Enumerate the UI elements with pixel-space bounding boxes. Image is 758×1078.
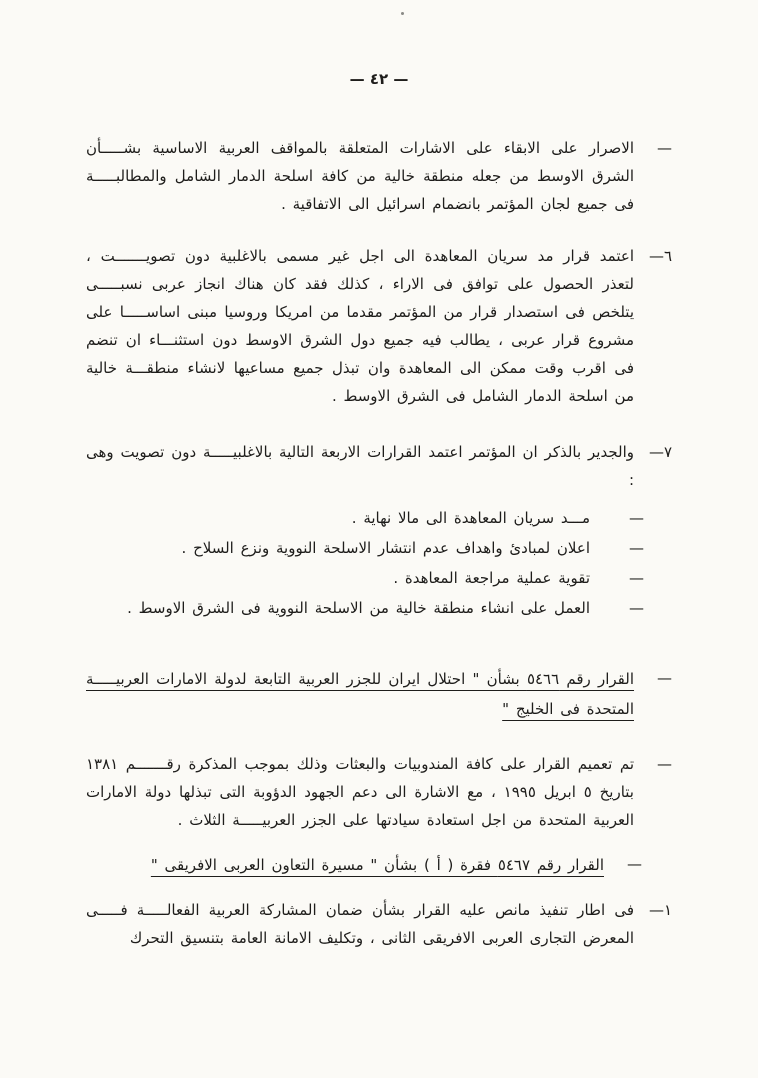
paragraph-text: اعتمد قرار مد سريان المعاهدة الى اجل غير مسمى بالاغلبية دون تصويـــــــت ، لتعذر الحصول على توافق فى الاراء ، كذلك فقد كان هناك انجاز عربى نسبـــــى يتلخص فى استصدار قرار من المؤتمر مقدما من امريكا وروسيا مبنى اساســـــا على مشروع قرار عربى ، يطالب فيه جميع دول الشرق الاوسط دون استثنـــاء ان تنضم فى اقرب وقت ممكن الى المعاهدة وان تبذل جميع مساعيها لانشاء منطقـــة خالية من اسلحة الدمار الشامل فى الشرق الاوسط . bbox=[86, 247, 634, 405]
item-number-marker: ٧— bbox=[648, 443, 672, 461]
list-item-text: اعلان لمبادئ واهداف عدم انتشار الاسلحة النووية ونزع السلاح . bbox=[181, 539, 590, 557]
scan-artifact-dot bbox=[401, 12, 404, 15]
list-item-text: العمل على انشاء منطقة خالية من الاسلحة النووية فى الشرق الاوسط . bbox=[127, 599, 590, 617]
dash-marker: — bbox=[629, 599, 644, 617]
heading-decision-5467 bbox=[86, 850, 642, 880]
numbered-item-1 bbox=[86, 896, 672, 952]
dash-marker: — bbox=[629, 539, 644, 557]
heading-text: القرار رقم ٥٤٦٦ بشأن " احتلال ايران للجزر العربية التابعة لدولة الامارات العربيـــــة المتحدة فى الخليج " bbox=[86, 670, 635, 718]
numbered-item-6 bbox=[86, 242, 672, 410]
dash-marker: — bbox=[657, 139, 672, 157]
dash-marker: — bbox=[629, 509, 644, 527]
list-item-text: مـــد سريان المعاهدة الى مالا نهاية . bbox=[351, 509, 590, 527]
dash-marker: — bbox=[627, 855, 642, 873]
paragraph-text: فى اطار تنفيذ مانص عليه القرار بشأن ضمان المشاركة العربية الفعالـــــة فـــــى المعرض التجارى العربى الافريقى الثانى ، وتكليف الامانة العامة بتنسيق التحرك bbox=[86, 901, 634, 947]
dash-marker: — bbox=[657, 755, 672, 773]
paragraph-text: والجدير بالذكر ان المؤتمر اعتمد القرارات الاربعة التالية بالاغلبيـــــة دون تصويت وهى : bbox=[86, 443, 634, 489]
paragraph-insistence bbox=[86, 134, 672, 218]
paragraph-circulation bbox=[86, 750, 672, 834]
document-body bbox=[86, 134, 672, 952]
list-item bbox=[86, 534, 644, 562]
heading-decision-5466 bbox=[86, 664, 672, 724]
dash-marker: — bbox=[629, 569, 644, 587]
heading-text: القرار رقم ٥٤٦٧ فقرة ( أ ) بشأن " مسيرة التعاون العربى الافريقى " bbox=[150, 856, 604, 874]
numbered-item-7 bbox=[86, 438, 672, 494]
resolution-list bbox=[86, 504, 672, 622]
paragraph-text: الاصرار على الابقاء على الاشارات المتعلقة بالمواقف العربية الاساسية بشـــــأن الشرق الاوسط من جعله منطقة خالية من كافة اسلحة الدمار الشامل والمطالبـــــة فى جميع لجان المؤتمر بانضمام اسرائيل الى الاتفاقية . bbox=[86, 139, 634, 213]
item-number-marker: ٦— bbox=[648, 247, 672, 265]
list-item bbox=[86, 594, 644, 622]
dash-marker: — bbox=[657, 669, 672, 687]
item-number-marker: ١— bbox=[648, 901, 672, 919]
list-item bbox=[86, 564, 644, 592]
list-item-text: تقوية عملية مراجعة المعاهدة . bbox=[393, 569, 590, 587]
page-number: — ٤٢ — bbox=[349, 70, 409, 88]
list-item bbox=[86, 504, 644, 532]
paragraph-text: تم تعميم القرار على كافة المندوبيات والبعثات وذلك بموجب المذكرة رقـــــــم ١٣٨١ بتاريخ ٥ ابريل ١٩٩٥ ، مع الاشارة الى دعم الجهود الدؤوبة التى تبذلها دولة الامارات العربية المتحدة من اجل استعادة سيادتها على الجزر العربيـــــة الثلاث . bbox=[86, 755, 634, 829]
